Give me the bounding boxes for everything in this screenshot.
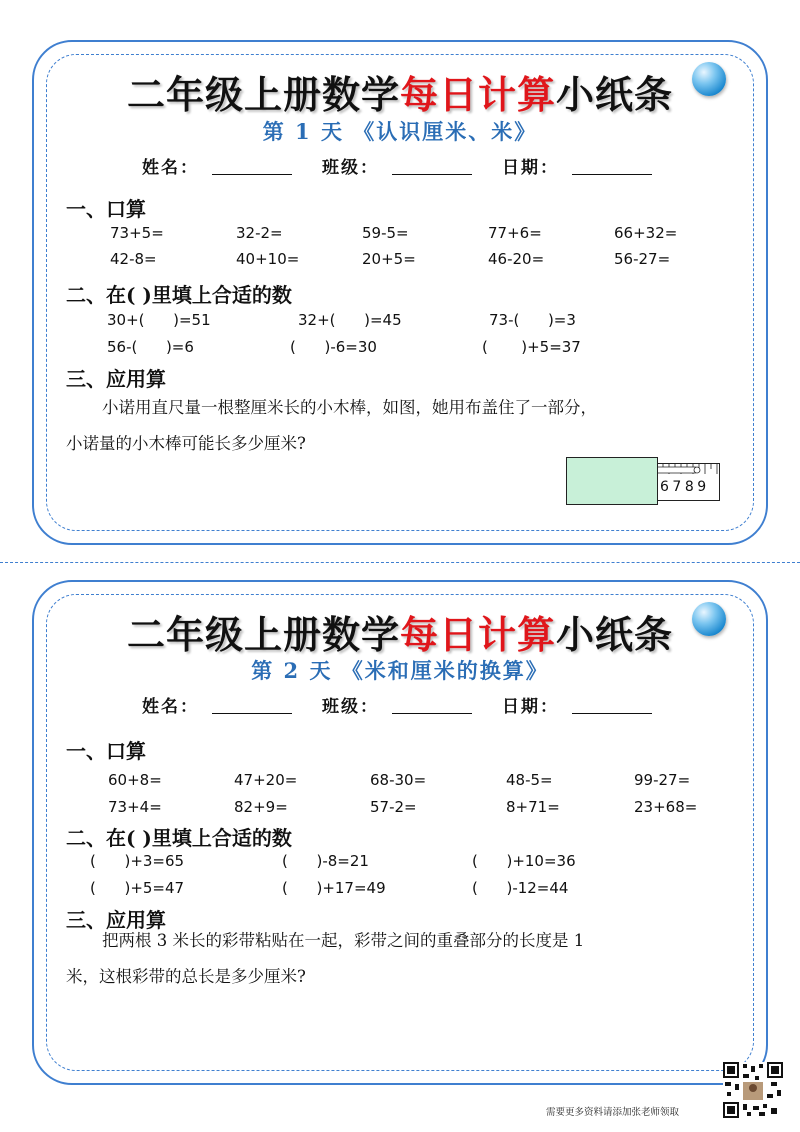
- section-fill-title: 二、在( )里填上合适的数: [66, 826, 292, 850]
- date-label: 日期：: [502, 158, 559, 178]
- title-part-1: 二年级上册数学: [126, 72, 400, 117]
- date-blank[interactable]: [572, 174, 652, 175]
- name-blank[interactable]: [212, 713, 292, 714]
- problem-line: 米，这根彩带的总长是多少厘米?: [66, 967, 306, 986]
- oral-item: 73+5=: [110, 224, 164, 242]
- oral-item: 77+6=: [488, 224, 542, 242]
- oral-item: 20+5=: [362, 250, 416, 268]
- oral-item: 82+9=: [234, 798, 288, 816]
- oral-item: 59-5=: [362, 224, 409, 242]
- fill-item: ( )+3=65: [90, 852, 185, 870]
- fill-item: 32+( )=45: [298, 311, 402, 329]
- oral-item: 46-20=: [488, 250, 545, 268]
- fill-item: ( )-12=44: [472, 879, 569, 897]
- oral-item: 60+8=: [108, 771, 162, 789]
- fill-item: ( )-8=21: [282, 852, 369, 870]
- class-label: 班级：: [322, 158, 379, 178]
- page-title-1: [0, 64, 800, 119]
- cloth-cover: [566, 457, 658, 505]
- day-subtitle: 第 2 天 《米和厘米的换算》: [251, 658, 549, 683]
- name-label: 姓名：: [142, 158, 199, 178]
- name-label: 姓名：: [142, 697, 199, 717]
- oral-item: 57-2=: [370, 798, 417, 816]
- problem-line: 把两根 3 米长的彩带粘贴在一起，彩带之间的重叠部分的长度是 1: [102, 931, 585, 950]
- fill-item: ( )-6=30: [290, 338, 377, 356]
- oral-item: 32-2=: [236, 224, 283, 242]
- class-blank[interactable]: [392, 174, 472, 175]
- problem-line: 小诺用直尺量一根整厘米长的小木棒，如图，她用布盖住了一部分，: [102, 398, 597, 417]
- title-part-3: 小纸条: [556, 612, 674, 657]
- oral-item: 68-30=: [370, 771, 427, 789]
- oral-item: 56-27=: [614, 250, 671, 268]
- class-blank[interactable]: [392, 713, 472, 714]
- date-label: 日期：: [502, 697, 559, 717]
- section-oral-title: 一、口算: [66, 197, 146, 221]
- title-part-1: 二年级上册数学: [126, 612, 400, 657]
- name-blank[interactable]: [212, 174, 292, 175]
- word-problem-text: [66, 923, 736, 995]
- section-word-problem-title: 三、应用算: [66, 367, 166, 391]
- cut-line: [0, 562, 800, 563]
- fill-item: ( )+5=47: [90, 879, 185, 897]
- date-blank[interactable]: [572, 713, 652, 714]
- ruler-numbers: 6789: [660, 479, 710, 495]
- title-part-3: 小纸条: [556, 72, 674, 117]
- problem-line: 小诺量的小木棒可能长多少厘米?: [66, 434, 306, 453]
- fill-item: ( )+17=49: [282, 879, 386, 897]
- oral-item: 48-5=: [506, 771, 553, 789]
- oral-item: 23+68=: [634, 798, 698, 816]
- class-label: 班级：: [322, 697, 379, 717]
- fill-item: 56-( )=6: [107, 338, 194, 356]
- oral-item: 73+4=: [108, 798, 162, 816]
- section-word-problem-title: 三、应用算: [66, 908, 166, 932]
- oral-item: 47+20=: [234, 771, 298, 789]
- fill-item: ( )+5=37: [482, 338, 581, 356]
- title-highlight: 每日计算: [399, 72, 556, 117]
- fill-item: 73-( )=3: [489, 311, 576, 329]
- day-subtitle: 第 1 天 《认识厘米、米》: [262, 119, 538, 144]
- oral-item: 99-27=: [634, 771, 691, 789]
- fill-item: ( )+10=36: [472, 852, 576, 870]
- blue-ball-icon: [692, 62, 726, 96]
- oral-item: 42-8=: [110, 250, 157, 268]
- fill-item: 30+( )=51: [107, 311, 211, 329]
- oral-item: 8+71=: [506, 798, 560, 816]
- blue-ball-icon: [692, 602, 726, 636]
- footer-note: 需要更多资料请添加张老师领取: [546, 1107, 680, 1118]
- section-oral-title: 一、口算: [66, 739, 146, 763]
- oral-item: 66+32=: [614, 224, 678, 242]
- page-title-2: [0, 604, 800, 659]
- word-problem-text: [66, 390, 736, 462]
- section-fill-title: 二、在( )里填上合适的数: [66, 283, 292, 307]
- title-highlight: 每日计算: [399, 612, 556, 657]
- oral-item: 40+10=: [236, 250, 300, 268]
- qr-code-icon[interactable]: [723, 1062, 783, 1118]
